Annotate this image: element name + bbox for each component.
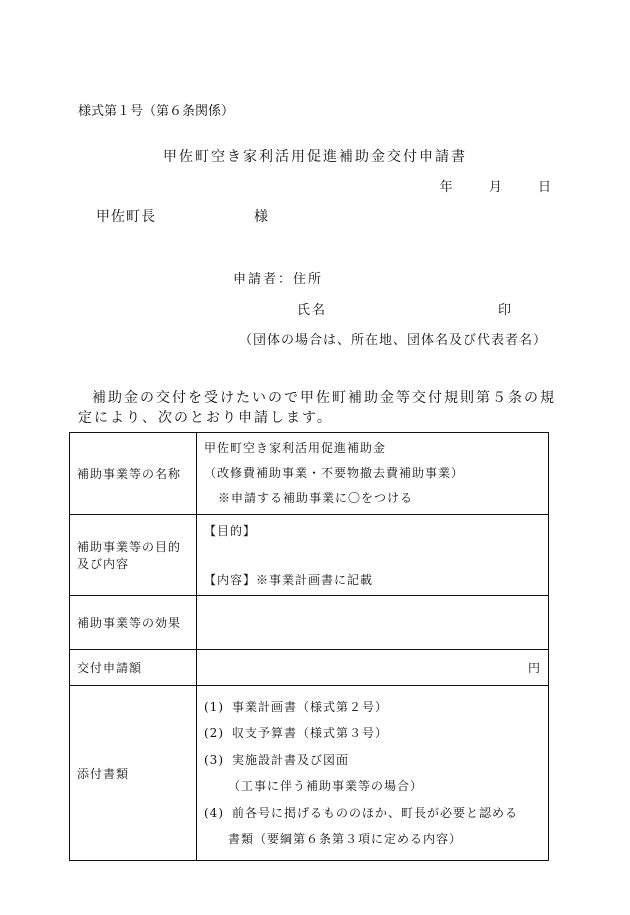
attachment-item: (4) 前各号に掲げるもののほか、町長が必要と認める (204, 805, 519, 820)
purpose-heading: 【目的】 (204, 524, 257, 538)
addressee (96, 206, 269, 226)
application-table (69, 432, 549, 861)
attachments-label: 添付書類 (70, 686, 197, 861)
date-day: 日 (537, 180, 552, 195)
table-row-attachments (70, 686, 549, 861)
intro-paragraph (78, 388, 558, 428)
addressee-honorific: 様 (254, 209, 269, 225)
effect-cell[interactable] (197, 596, 549, 650)
project-name-note: ※申請する補助事業に〇をつける (218, 491, 414, 505)
purpose-label (70, 515, 197, 596)
purpose-cell (197, 515, 549, 596)
purpose-label-line-1: 補助事業等の目的 (77, 540, 182, 554)
intro-line-1: 補助金の交付を受けたいので甲佐町補助金等交付規則第５条の規 (92, 390, 556, 406)
purpose-label-line-2: 及び内容 (77, 557, 130, 571)
table-row-effect (70, 596, 549, 650)
project-name-label: 補助事業等の名称 (70, 433, 197, 515)
applicant-address-label: 申請者：住所 (233, 272, 324, 287)
attachment-item-note: （工事に伴う補助事業等の場合） (228, 779, 424, 793)
attachments-cell (197, 686, 549, 861)
intro-line-2: 定により、次のとおり申請します。 (78, 410, 333, 426)
content-heading: 【内容】※事業計画書に記載 (204, 573, 374, 587)
organization-note: （団体の場合は、所在地、団体名及び代表者名） (238, 333, 547, 348)
document-title: 甲佐町空き家利活用促進補助金交付申請書 (163, 149, 467, 165)
seal-mark: 印 (498, 303, 512, 318)
project-name-cell (197, 433, 549, 515)
date-month: 月 (488, 180, 503, 195)
amount-unit: 円 (527, 661, 541, 675)
effect-label: 補助事業等の効果 (70, 596, 197, 650)
project-name-line-1: 甲佐町空き家利活用促進補助金 (204, 441, 387, 455)
attachment-item: (3) 実施設計書及び図面 (204, 752, 350, 767)
table-row-amount (70, 650, 549, 686)
attachment-item-note: 書類（要綱第６条第３項に定める内容） (228, 832, 463, 846)
table-row-project-name (70, 433, 549, 515)
addressee-name: 甲佐町長 (96, 209, 156, 225)
date-year: 年 (439, 180, 454, 195)
attachment-item: (2) 収支予算書（様式第３号） (204, 726, 389, 740)
amount-cell[interactable] (197, 650, 549, 686)
project-name-line-2: （改修費補助事業・不要物撤去費補助事業） (204, 466, 465, 480)
form-number: 様式第１号（第６条関係） (78, 104, 235, 119)
table-row-purpose (70, 515, 549, 596)
amount-label: 交付申請額 (70, 650, 197, 686)
attachment-item: (1) 事業計画書（様式第２号） (204, 699, 389, 714)
date-line (410, 176, 552, 195)
applicant-name-label: 氏名 (297, 303, 328, 318)
